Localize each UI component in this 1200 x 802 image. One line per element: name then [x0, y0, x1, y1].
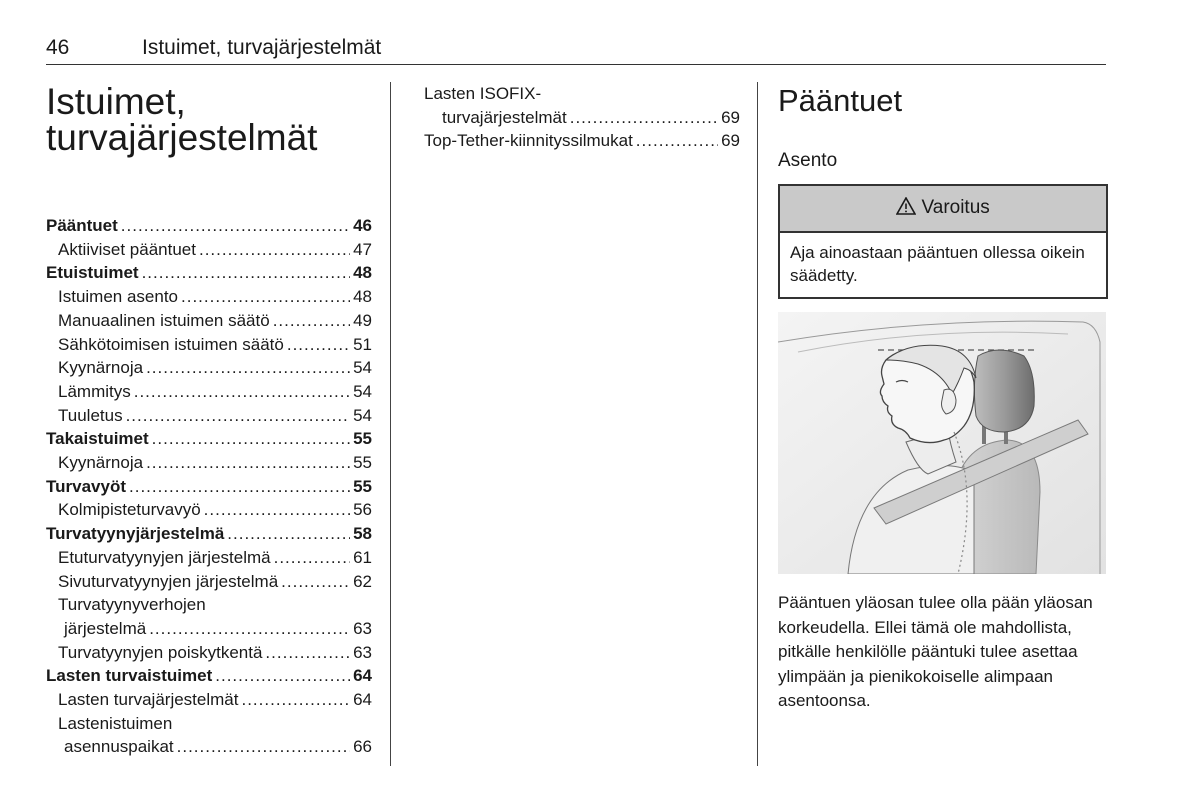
headrest-illustration — [778, 312, 1106, 574]
toc-entry-turvatyyny[interactable]: Turvatyynyjärjestelmä ..... 58 — [46, 522, 372, 546]
toc-entry-manuaalinen[interactable]: Manuaalinen istuimen säätö ..... 49 — [46, 309, 372, 333]
toc-entry-kolmipiste[interactable]: Kolmipisteturvavyö ..... 56 — [46, 498, 372, 522]
toc-entry-lammitys[interactable]: Lämmitys ..... 54 — [46, 380, 372, 404]
warning-header — [780, 186, 1106, 233]
toc-entry-poiskytkenta[interactable]: Turvatyynyjen poiskytkentä ..... 63 — [46, 641, 372, 665]
section-title: Pääntuet — [778, 83, 903, 118]
running-title: Istuimet, turvajärjestelmät — [142, 36, 382, 59]
toc-entry-etuistuimet[interactable]: Etuistuimet ..... 48 — [46, 261, 372, 285]
warning-text: Aja ainoastaan pääntuen ollessa oikein säädetty. — [790, 243, 1085, 285]
chapter-column — [46, 81, 372, 757]
toc-entry-toptether[interactable]: Top-Tether-kiinnityssilmukat ..... 69 — [424, 129, 740, 153]
toc-entry-aktiiviset[interactable]: Aktiiviset pääntuet ..... 47 — [46, 238, 372, 262]
section-column — [778, 83, 1106, 710]
toc-entry-isofix-line1: Lasten ISOFIX- — [424, 84, 542, 103]
warning-title: Varoitus — [921, 197, 990, 218]
toc-entry-kyynarnoja-rear[interactable]: Kyynärnoja ..... 55 — [46, 451, 372, 475]
subsection-title: Asento — [778, 150, 838, 171]
toc-entry-tuuletus[interactable]: Tuuletus ..... 54 — [46, 404, 372, 428]
toc-continued-column — [424, 82, 740, 153]
toc-entry-asennuspaikat[interactable]: asennuspaikat ..... 66 — [46, 735, 372, 759]
toc-entry-takaistuimet[interactable]: Takaistuimet ..... 55 — [46, 427, 372, 451]
toc-entry-istuimen-asento[interactable]: Istuimen asento ..... 48 — [46, 285, 372, 309]
toc-entry-kyynarnoja-front[interactable]: Kyynärnoja ..... 54 — [46, 356, 372, 380]
warning-triangle-icon — [896, 197, 921, 218]
toc-entry-lastenistuimen-line1: Lastenistuimen — [58, 713, 173, 733]
column-divider-right — [757, 82, 758, 766]
toc-entry-paantuet[interactable]: Pääntuet ..... 46 — [46, 214, 372, 238]
toc-entry-turvavyot[interactable]: Turvavyöt ..... 55 — [46, 475, 372, 499]
column-divider-left — [390, 82, 391, 766]
toc-entry-lasten-turvajarj[interactable]: Lasten turvajärjestelmät ..... 64 — [46, 688, 372, 712]
toc-entry-etuturva[interactable]: Etuturvatyynyjen järjestelmä ..... 61 — [46, 546, 372, 570]
page-header — [46, 36, 1106, 65]
page-number: 46 — [46, 36, 70, 59]
toc-entry-sivuturva[interactable]: Sivuturvatyynyjen järjestelmä ..... 62 — [46, 570, 372, 594]
toc-entry-verho-line1: Turvatyynyverhojen — [58, 595, 206, 615]
warning-box — [778, 184, 1108, 299]
toc-entry-lasten-turvaistuimet[interactable]: Lasten turvaistuimet ..... 64 — [46, 664, 372, 688]
chapter-title: Istuimet, turvajärjestelmät — [46, 81, 318, 158]
body-paragraph: Pääntuen yläosan tulee olla pään yläosan korkeudella. Ellei tämä ole mahdollista, pitkälle henkilölle pääntuki tulee asettaa ylimpään ja pienikokoiselle alimpaan asentoonsa. — [778, 593, 1093, 710]
toc-entry-isofix[interactable]: turvajärjestelmät ..... 69 — [424, 106, 740, 130]
toc-entry-sahkotoiminen[interactable]: Sähkötoimisen istuimen säätö ..... 51 — [46, 333, 372, 357]
table-of-contents — [46, 214, 372, 759]
toc-entry-verho[interactable]: järjestelmä ..... 63 — [46, 617, 372, 641]
